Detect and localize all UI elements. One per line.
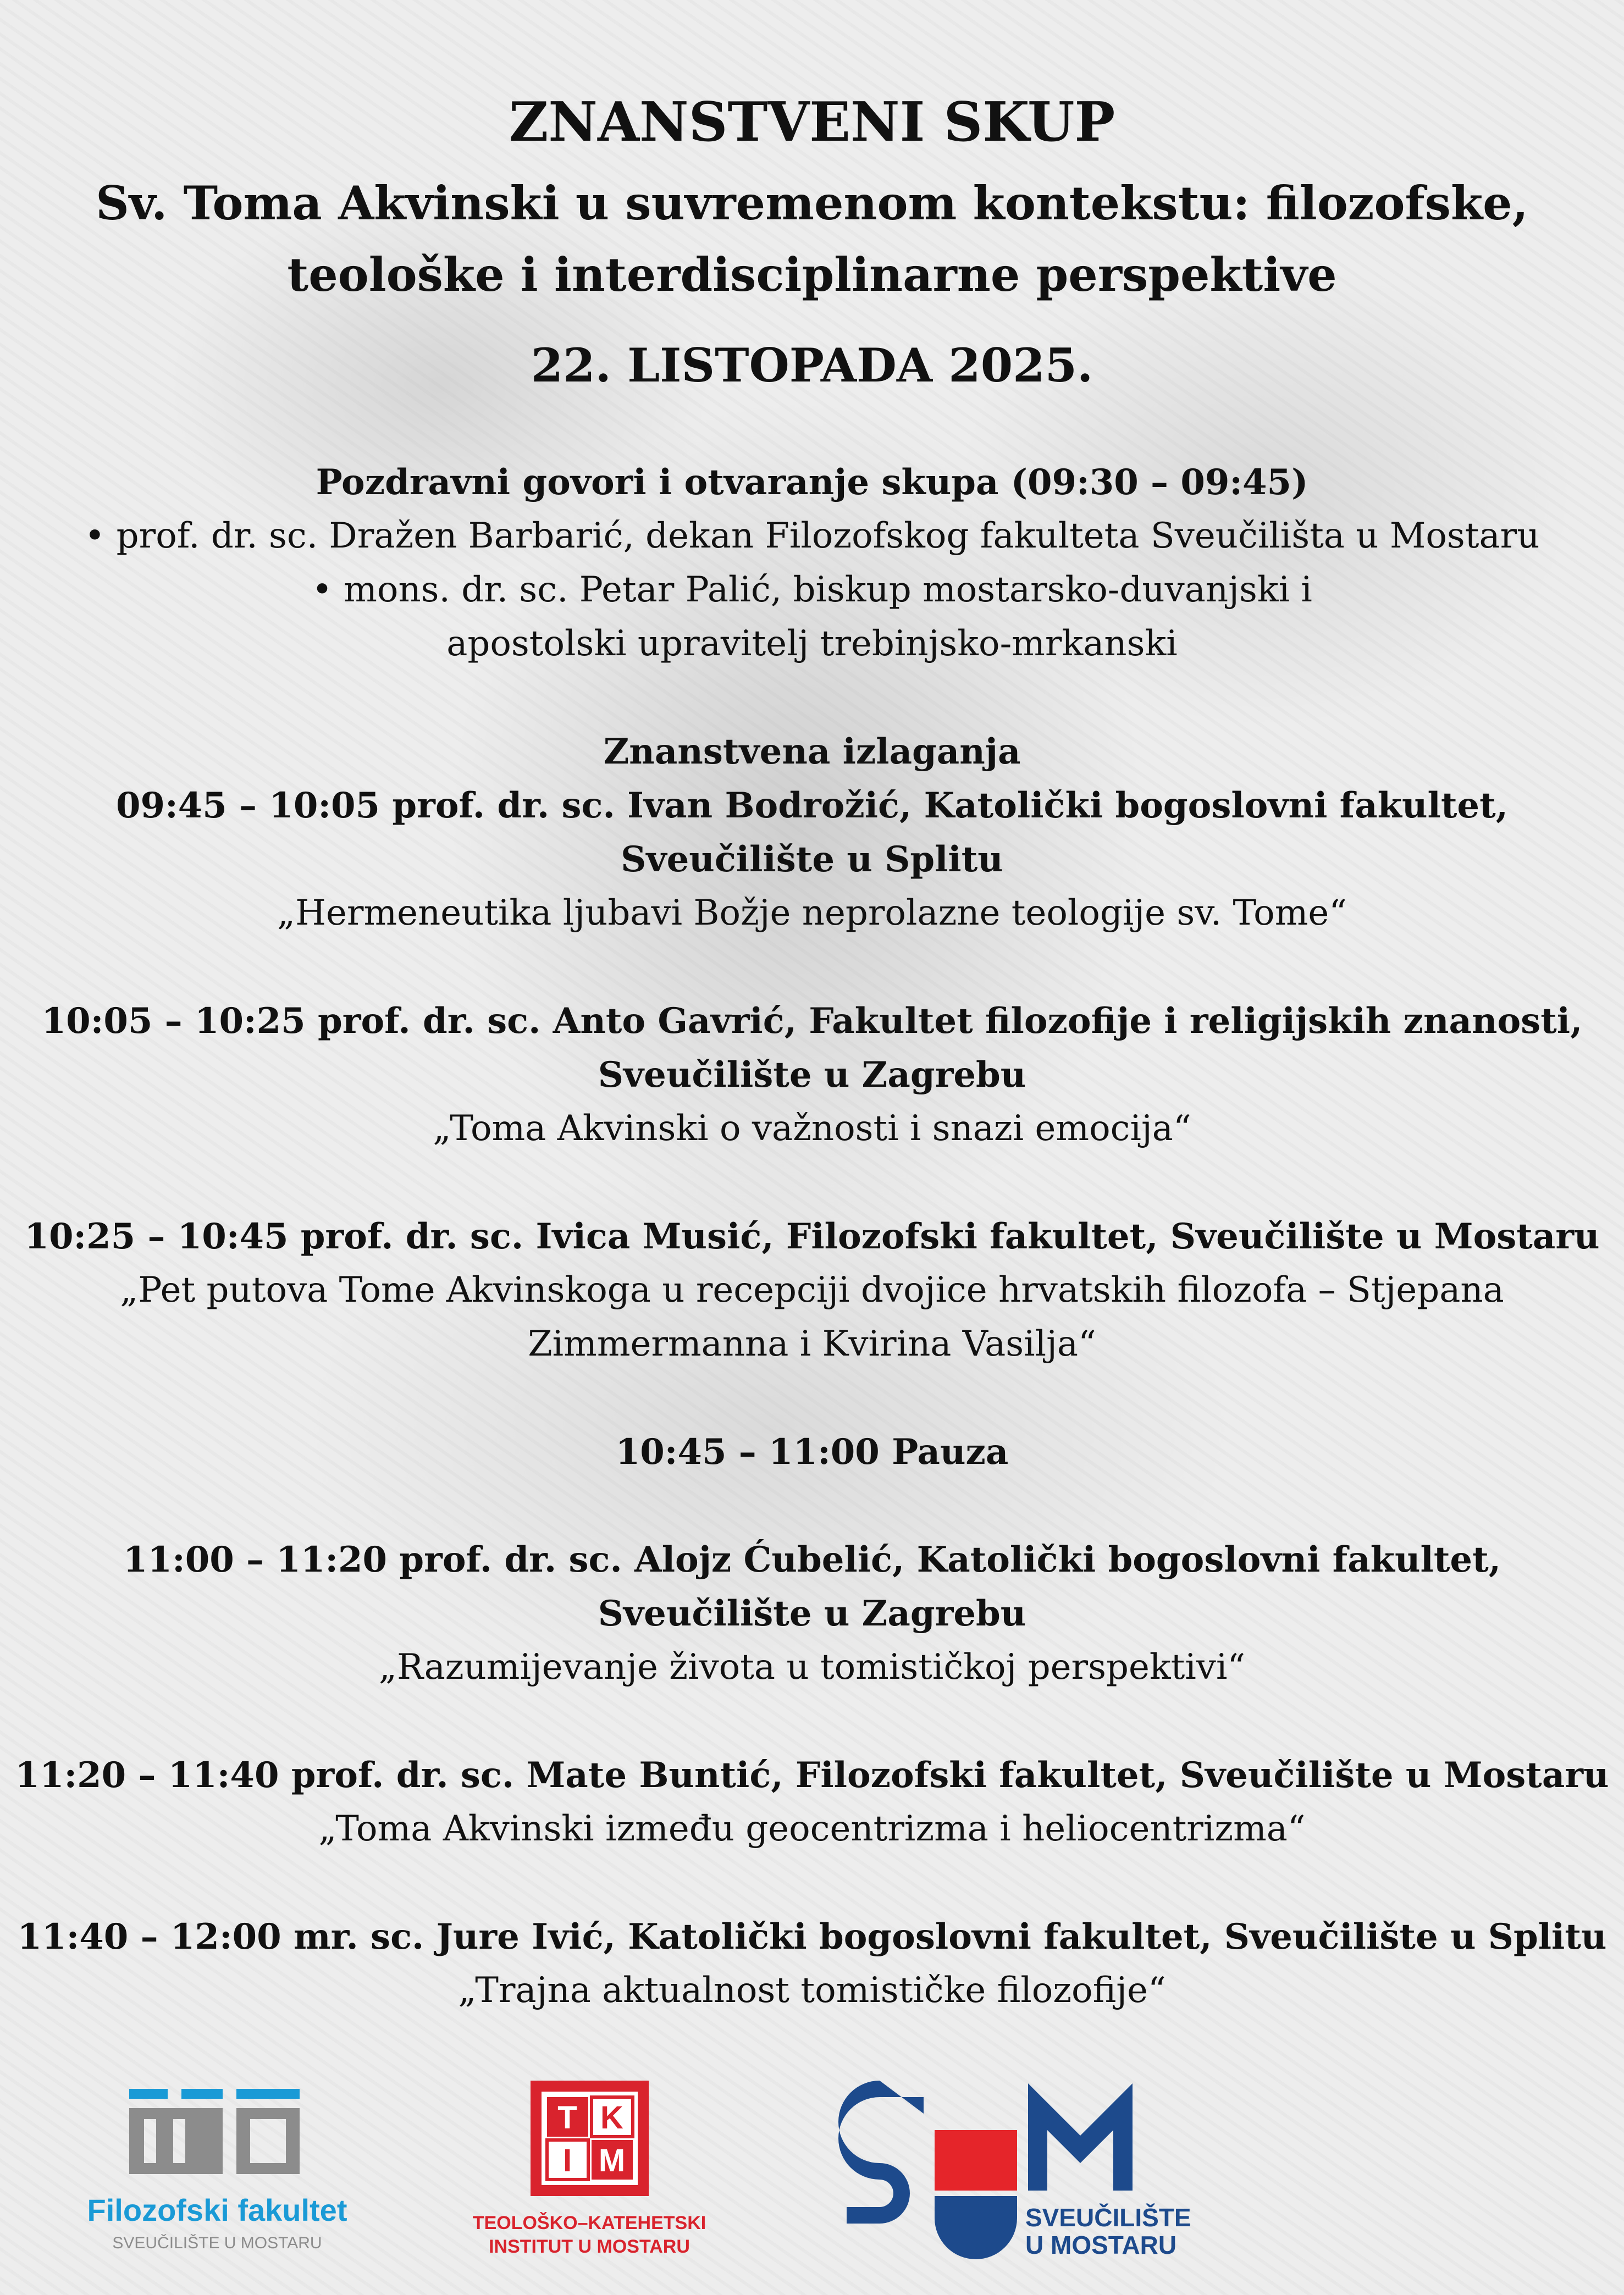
opening-speaker-2-line1: • mons. dr. sc. Petar Palić, biskup mostarsko-duvanjski i (312, 569, 1312, 610)
tkim-letter-k: K (600, 2100, 623, 2136)
talk-2-affiliation: Sveučilište u Zagrebu (598, 1054, 1026, 1096)
opening-heading: Pozdravni govori i otvaranje skupa (09:30 – 09:45) (316, 462, 1308, 503)
tkim-logo-line1: TEOLOŠKO–KATEHETSKI (472, 2213, 706, 2233)
talks-heading: Znanstvena izlaganja (603, 731, 1021, 772)
ff-logo (87, 2089, 347, 2252)
talk-1-affiliation: Sveučilište u Splitu (621, 839, 1003, 880)
talk-4-affiliation: Sveučilište u Zagrebu (598, 1593, 1026, 1634)
tkim-logo-line2: INSTITUT U MOSTARU (489, 2236, 690, 2257)
talk-5-speaker: 11:20 – 11:40 prof. dr. sc. Mate Buntić, Filozofski fakultet, Sveučilište u Mostaru (15, 1755, 1609, 1796)
event-title-line1: Sv. Toma Akvinski u suvremenom kontekstu: filozofske, (96, 176, 1528, 230)
tkim-letter-i: I (562, 2143, 572, 2178)
talk-6-speaker: 11:40 – 12:00 mr. sc. Jure Ivić, Katolički bogoslovni fakultet, Sveučilište u Splitu (17, 1916, 1607, 1957)
opening-speaker-1: • prof. dr. sc. Dražen Barbarić, dekan Filozofskog fakulteta Sveučilišta u Mostaru (84, 516, 1540, 556)
talk-2-speaker: 10:05 – 10:25 prof. dr. sc. Anto Gavrić, Fakultet filozofije i religijskih znanosti, (41, 1000, 1583, 1042)
talk-1-speaker: 09:45 – 10:05 prof. dr. sc. Ivan Bodrožić, Katolički bogoslovni fakultet, (116, 785, 1508, 826)
talk-2-title: „Toma Akvinski o važnosti i snazi emocija“ (433, 1108, 1191, 1149)
tkim-letter-m: M (598, 2143, 626, 2178)
sum-logo-line1: SVEUČILIŠTE (1025, 2203, 1191, 2232)
talk-4-title: „Razumijevanje života u tomističkoj perspektivi“ (378, 1647, 1246, 1688)
break-slot: 10:45 – 11:00 Pauza (615, 1431, 1009, 1473)
logos-svg (0, 2078, 1624, 2276)
event-date: 22. LISTOPADA 2025. (531, 338, 1093, 392)
talk-4-speaker: 11:00 – 11:20 prof. dr. sc. Alojz Ćubelić, Katolički bogoslovni fakultet, (123, 1539, 1501, 1580)
sum-logo (838, 2081, 1191, 2259)
sum-logo-line2: U MOSTARU (1025, 2231, 1177, 2259)
talk-6-title: „Trajna aktualnost tomističke filozofije“ (458, 1970, 1166, 2011)
talk-3-speaker: 10:25 – 10:45 prof. dr. sc. Ivica Musić, Filozofski fakultet, Sveučilište u Mostaru (24, 1216, 1600, 1257)
talk-3-title-line2: Zimmermanna i Kvirina Vasilja“ (528, 1324, 1096, 1364)
ff-logo-sub: SVEUČILIŠTE U MOSTARU (112, 2234, 322, 2252)
tkim-letter-t: T (557, 2100, 577, 2136)
talk-3-title-line1: „Pet putova Tome Akvinskoga u recepciji dvojice hrvatskih filozofa – Stjepana (120, 1270, 1504, 1310)
event-type-title: ZNANSTVENI SKUP (509, 91, 1115, 154)
event-title-line2: teološke i interdisciplinarne perspektive (287, 247, 1337, 302)
opening-speaker-2-line2: apostolski upravitelj trebinjsko-mrkanski (446, 623, 1178, 664)
talk-1-title: „Hermeneutika ljubavi Božje neprolazne teologije sv. Tome“ (277, 893, 1347, 933)
talk-5-title: „Toma Akvinski između geocentrizma i heliocentrizma“ (318, 1809, 1306, 1849)
ff-logo-name: Filozofski fakultet (87, 2193, 347, 2227)
tkim-logo (473, 2081, 706, 2257)
logos-footer (0, 2078, 1624, 2276)
